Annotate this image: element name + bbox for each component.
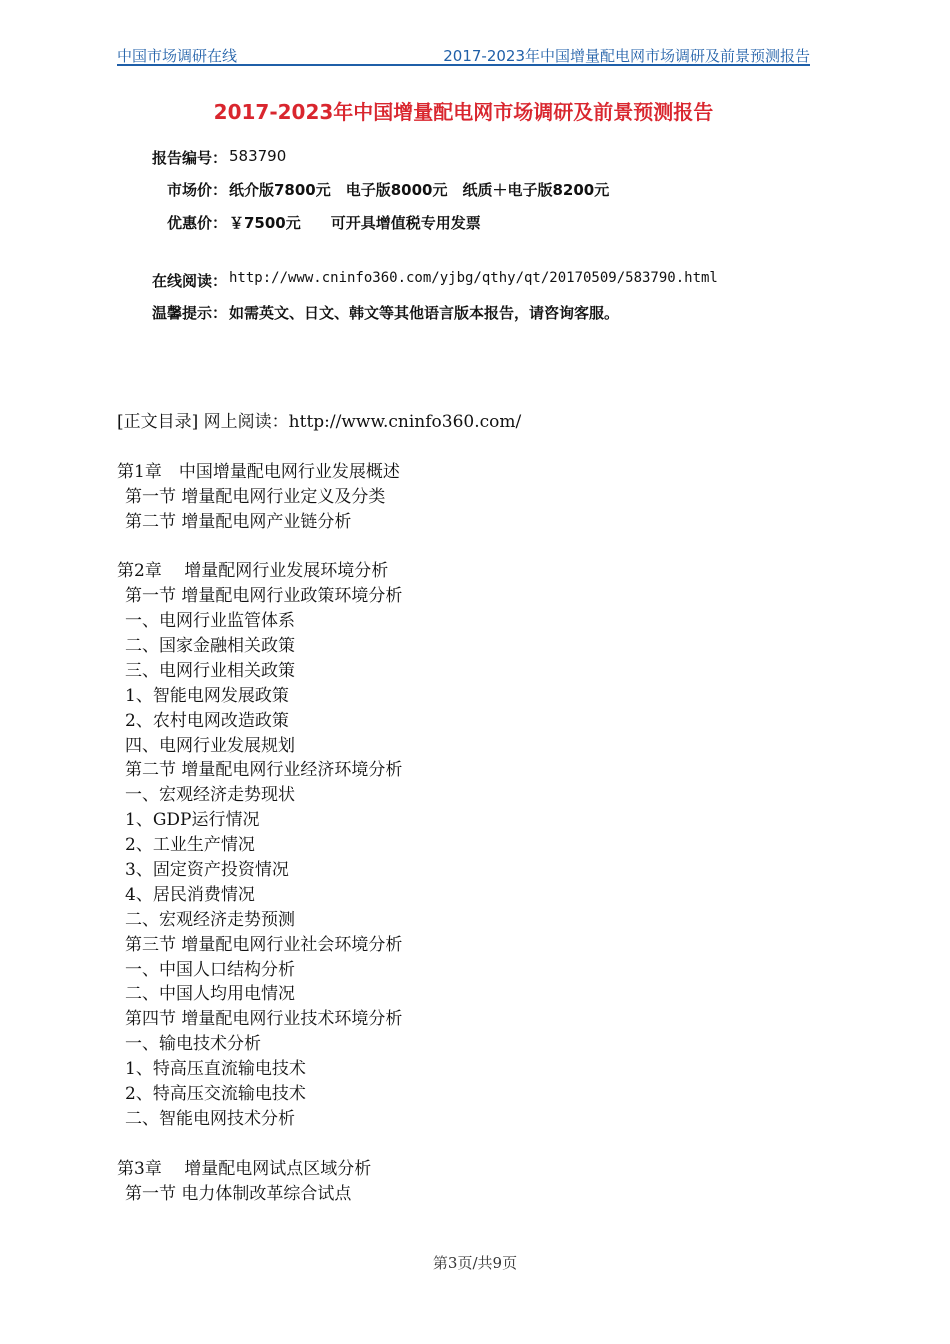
toc-list (117, 435, 810, 1207)
toc-item: 二、中国人均用电情况 (125, 984, 295, 1005)
toc-item: 1、智能电网发展政策 (125, 685, 289, 706)
toc-item: 2、农村电网改造政策 (125, 710, 289, 731)
toc-item: 1、GDP运行情况 (125, 810, 260, 831)
tip-value: 如需英文、日文、韩文等其他语言版本报告，请咨询客服。 (229, 304, 620, 322)
online-read-link[interactable]: http://www.cninfo360.com/yjbg/qthy/qt/20170509/583790.html (229, 270, 718, 286)
toc-item: 三、电网行业相关政策 (125, 660, 295, 681)
discount-label: 优惠价： (166, 214, 227, 232)
toc-section: 第三节 增量配电网行业社会环境分析 (125, 934, 403, 955)
toc-item: 一、输电技术分析 (125, 1034, 261, 1055)
discount-value: ￥7500元 可开具增值税专用发票 (229, 214, 481, 232)
price-value: 纸介版7800元 电子版8000元 纸质＋电子版8200元 (229, 181, 610, 199)
toc-item: 2、工业生产情况 (125, 835, 255, 856)
toc-item: 一、中国人口结构分析 (125, 959, 295, 980)
toc-item: 一、宏观经济走势现状 (125, 785, 295, 806)
report-number-label: 报告编号： (151, 149, 227, 167)
toc-item: 四、电网行业发展规划 (125, 735, 295, 756)
toc-section: 第四节 增量配电网行业技术环境分析 (125, 1009, 403, 1030)
toc-item: 2、特高压交流输电技术 (125, 1084, 306, 1105)
toc-gap (117, 435, 810, 460)
toc-section: 第一节 增量配电网行业定义及分类 (125, 486, 386, 507)
toc-item: 3、固定资产投资情况 (125, 860, 289, 881)
page-header (117, 44, 810, 66)
page-number: 第3页/共9页 (432, 1254, 518, 1272)
toc-gap (117, 1132, 810, 1157)
table-of-contents (117, 410, 810, 1207)
header-site-name: 中国市场调研在线 (117, 47, 238, 65)
toc-chapter: 第3章 增量配电网试点区域分析 (117, 1158, 372, 1179)
toc-section: 第二节 增量配电网产业链分析 (125, 511, 352, 532)
online-read-label: 在线阅读： (151, 272, 227, 290)
tip-label: 温馨提示： (151, 304, 227, 322)
toc-intro: [正文目录] 网上阅读：http://www.cninfo360.com/ (117, 412, 522, 432)
toc-section: 第二节 增量配电网行业经济环境分析 (125, 760, 403, 781)
toc-item: 二、国家金融相关政策 (125, 636, 295, 657)
toc-item: 4、居民消费情况 (125, 884, 255, 905)
toc-section: 第一节 电力体制改革综合试点 (125, 1183, 352, 1204)
toc-chapter: 第2章 增量配网行业发展环境分析 (117, 561, 389, 582)
toc-item: 1、特高压直流输电技术 (125, 1059, 306, 1080)
price-label: 市场价： (166, 181, 227, 199)
toc-item: 一、电网行业监管体系 (125, 611, 295, 632)
toc-item: 二、智能电网技术分析 (125, 1108, 295, 1129)
toc-chapter: 第1章 中国增量配电网行业发展概述 (117, 461, 400, 482)
header-report-title: 2017-2023年中国增量配电网市场调研及前景预测报告 (443, 47, 810, 65)
toc-section: 第一节 增量配电网行业政策环境分析 (125, 586, 403, 607)
toc-item: 二、宏观经济走势预测 (125, 909, 295, 930)
report-number-value: 583790 (229, 147, 287, 165)
report-title: 2017-2023年中国增量配电网市场调研及前景预测报告 (213, 100, 714, 124)
toc-gap (117, 534, 810, 559)
